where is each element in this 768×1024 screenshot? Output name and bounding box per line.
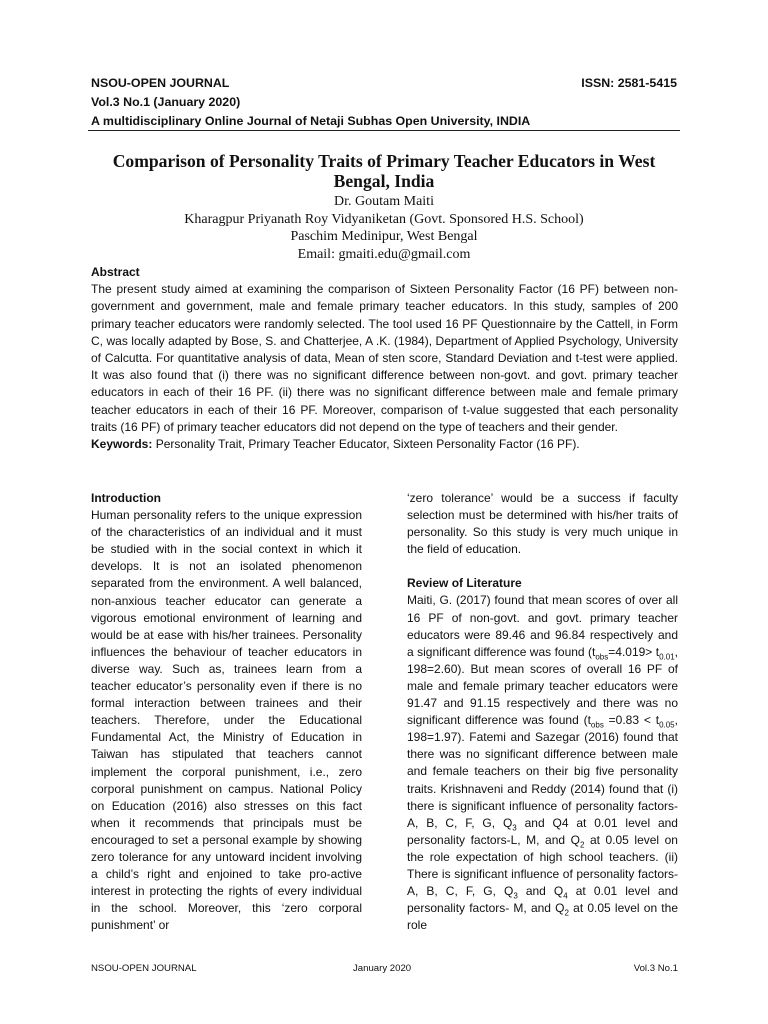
footer-volume: Vol.3 No.1 <box>633 963 678 974</box>
article-title: Comparison of Personality Traits of Primary Teacher Educators in West Bengal, India <box>112 151 656 191</box>
review-text: Maiti, G. (2017) found that mean scores of over all 16 PF of non-govt. and govt. primary teacher educators were 89.46 and 96.84 respectively and a significant difference was found ($t_{obs}=4.019> t_{0.01}$, 198=2.60). But mean scores of overall 16 PF of male and female primary teacher educators were 91.47 and 91.15 respectively and there was no significant difference was found ($t_{obs} =0.83 < t_{0.05}$, 198=1.97). Fatemi and Sazegar (2016) found that there was no significant difference between male and female teachers on their big five personality traits. Krishnaveni and Reddy (2014) found that (i) there is significant influence of personality factors- A, B, C, F, G, $Q_3$ and Q4 at 0.01 level and personality factors-L, M, and $Q_2$ at 0.05 level on the role expectation of high school teachers. (ii) There is significant influence of personality factors- A, B, C, F, G, $Q_3$ and $Q_4$ at 0.01 level and personality factors- M, and $Q_2$ at 0.05 level on the role <box>407 593 679 933</box>
right-column <box>407 490 678 934</box>
author-email: Email: gmaiti.edu@gmail.com <box>297 246 471 262</box>
header-rule <box>88 130 680 131</box>
journal-header <box>91 74 677 131</box>
keywords-list: Personality Trait, Primary Teacher Educator, Sixteen Personality Factor (16 PF). <box>152 437 580 452</box>
left-column <box>91 490 362 934</box>
author-block <box>88 193 680 263</box>
introduction-heading: Introduction <box>91 491 161 505</box>
abstract-heading: Abstract <box>91 265 140 279</box>
journal-volume: Vol.3 No.1 (January 2020) <box>91 95 241 109</box>
review-heading: Review of Literature <box>407 576 522 591</box>
affiliation-line-2: Paschim Medinipur, West Bengal <box>290 229 478 244</box>
introduction-text: Human personality refers to the unique expression of the characteristics of an individual and it must be studied with in the social context in which it develops. It is not an isolated phenomenon separated from the environment. A well balanced, non-anxious teacher educator can generate a vigorous emotional environment of learning and would be at ease with his/her trainees. Personality influences the behaviour of teacher educators in diverse way. Such as, trainees learn from a teacher educator’s personality even if there is no formal interaction between trainees and their teachers. Therefore, under the Educational Fundamental Act, the Ministry of Education in Taiwan has stipulated that teachers cannot implement the corporal punishment, i.e., zero corporal punishment on campus. National Policy on Education (2016) also stresses on this fact when it recommends that principals must be encouraged to set a personal example by showing zero tolerance for any untoward incident involving a child’s right and enjoined to take pro-active interest in protecting the rights of every individual in the school. Moreover, this ‘zero corporal punishment’ or <box>91 508 362 933</box>
journal-description: A multidisciplinary Online Journal of Netaji Subhas Open University, INDIA <box>91 114 531 128</box>
footer-date: January 2020 <box>353 963 412 974</box>
abstract-section <box>91 264 678 453</box>
abstract-text: The present study aimed at examining the comparison of Sixteen Personality Factor (16 PF) between non-government and government, male and female primary teacher educators. In this study, samples of 200 primary teacher educators were randomly selected. The tool used 16 PF Questionnaire by the Cattell, in Form C, was locally adapted by Bose, S. and Chatterjee, A .K. (1984), Department of Applied Psychology, University of Calcutta. For quantitative analysis of data, Mean of sten score, Standard Deviation and t-test were applied. It was also found that (i) there was no significant difference between non-govt. and govt. primary teacher educators in each of their 16 PF. (ii) there was no significant difference between male and female primary teacher educators in each of their 16 PF. Moreover, comparison of t-value suggested that each personality traits (16 PF) of primary teacher educators did not depend on the type of teachers and their gender. <box>91 282 678 434</box>
journal-name: NSOU-OPEN JOURNAL <box>91 76 230 90</box>
keywords <box>91 436 678 453</box>
introduction-continuation: ‘zero tolerance’ would be a success if faculty selection must be determined with his/her traits of personality. So this study is very much unique in the field of education. <box>407 491 678 557</box>
keywords-label: Keywords: <box>91 437 153 452</box>
issn: ISSN: 2581-5415 <box>581 76 677 90</box>
affiliation-line-1: Kharagpur Priyanath Roy Vidyaniketan (Govt. Sponsored H.S. School) <box>184 211 584 227</box>
footer-journal: NSOU-OPEN JOURNAL <box>91 963 197 974</box>
author-name: Dr. Goutam Maiti <box>334 194 434 209</box>
